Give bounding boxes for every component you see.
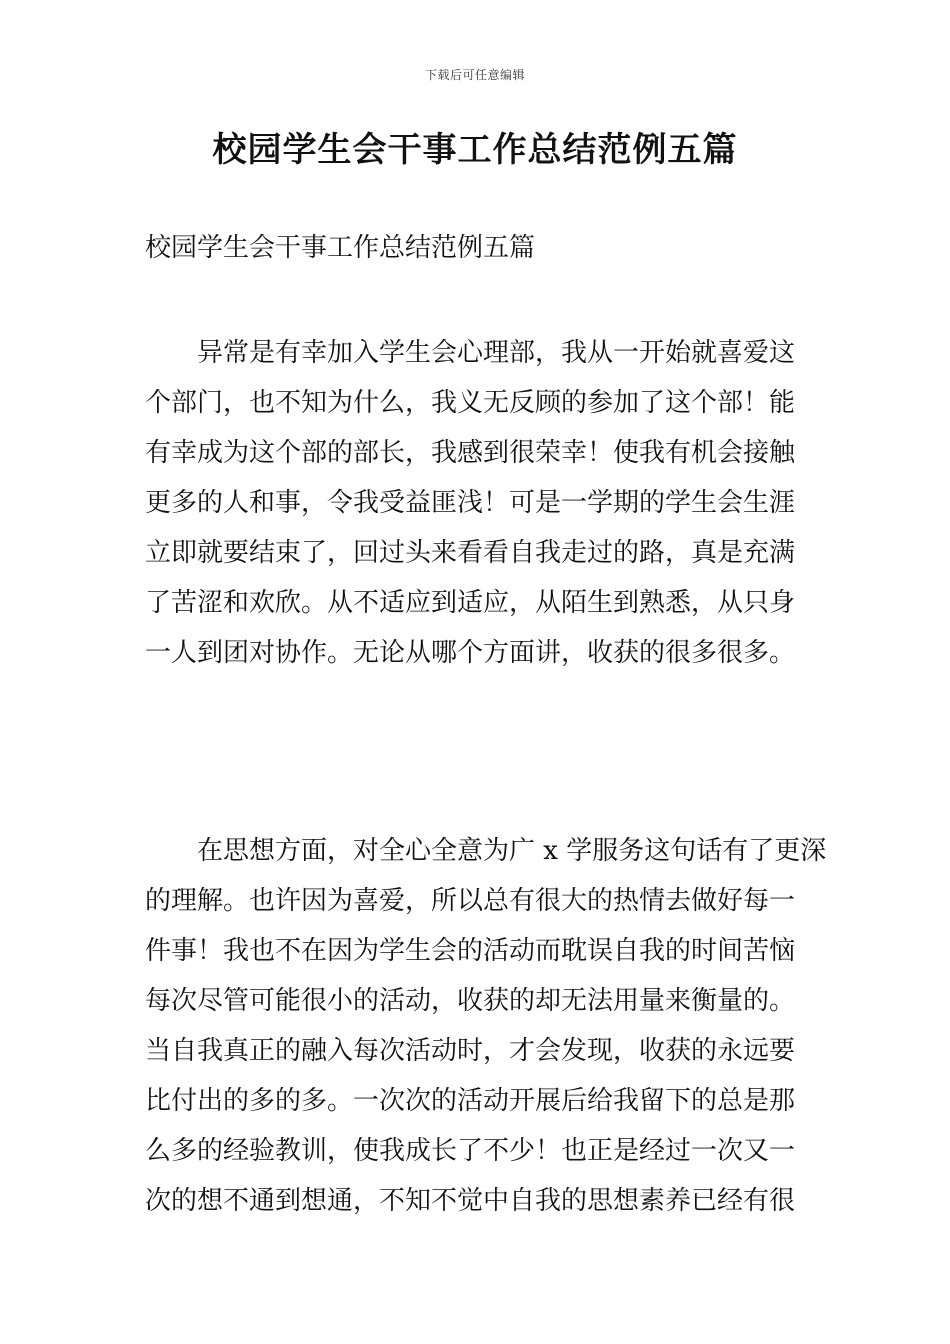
paragraph-line: 的理解。也许因为喜爱，所以总有很大的热情去做好每一 — [145, 886, 796, 916]
document-subtitle: 校园学生会干事工作总结范例五篇 — [145, 233, 536, 263]
paragraph-line: 了苦涩和欢欣。从不适应到适应，从陌生到熟悉，从只身 — [145, 588, 796, 618]
paragraph-line: 一人到团对协作。无论从哪个方面讲，收获的很多很多。 — [145, 638, 796, 668]
paragraph-line: 异常是有幸加入学生会心理部，我从一开始就喜爱这 — [197, 338, 796, 368]
paragraph-line: 件事！我也不在因为学生会的活动而耽误自我的时间苦恼 — [145, 936, 796, 966]
paragraph-line: 立即就要结束了，回过头来看看自我走过的路，真是充满 — [145, 538, 796, 568]
page-header-note: 下载后可任意编辑 — [424, 68, 525, 82]
paragraph-line: 么多的经验教训，使我成长了不少！也正是经过一次又一 — [145, 1136, 796, 1166]
paragraph-line: 每次尽管可能很小的活动，收获的却无法用量来衡量的。 — [145, 986, 796, 1016]
paragraph-1 — [145, 328, 807, 678]
paragraph-line: 有幸成为这个部的部长，我感到很荣幸！使我有机会接触 — [145, 438, 796, 468]
paragraph-line: 比付出的多的多。一次次的活动开展后给我留下的总是那 — [145, 1086, 796, 1116]
paragraph-line: 次的想不通到想通，不知不觉中自我的思想素养已经有很 — [145, 1186, 796, 1216]
paragraph-line: 当自我真正的融入每次活动时，才会发现，收获的永远要 — [145, 1036, 796, 1066]
document-title: 校园学生会干事工作总结范例五篇 — [212, 130, 738, 170]
paragraph-line: 个部门，也不知为什么，我义无反顾的参加了这个部！能 — [145, 388, 796, 418]
paragraph-2 — [145, 826, 827, 1226]
paragraph-line: 在思想方面，对全心全意为广 x 学服务这句话有了更深 — [197, 836, 827, 866]
paragraph-line: 更多的人和事，令我受益匪浅！可是一学期的学生会生涯 — [145, 488, 796, 518]
